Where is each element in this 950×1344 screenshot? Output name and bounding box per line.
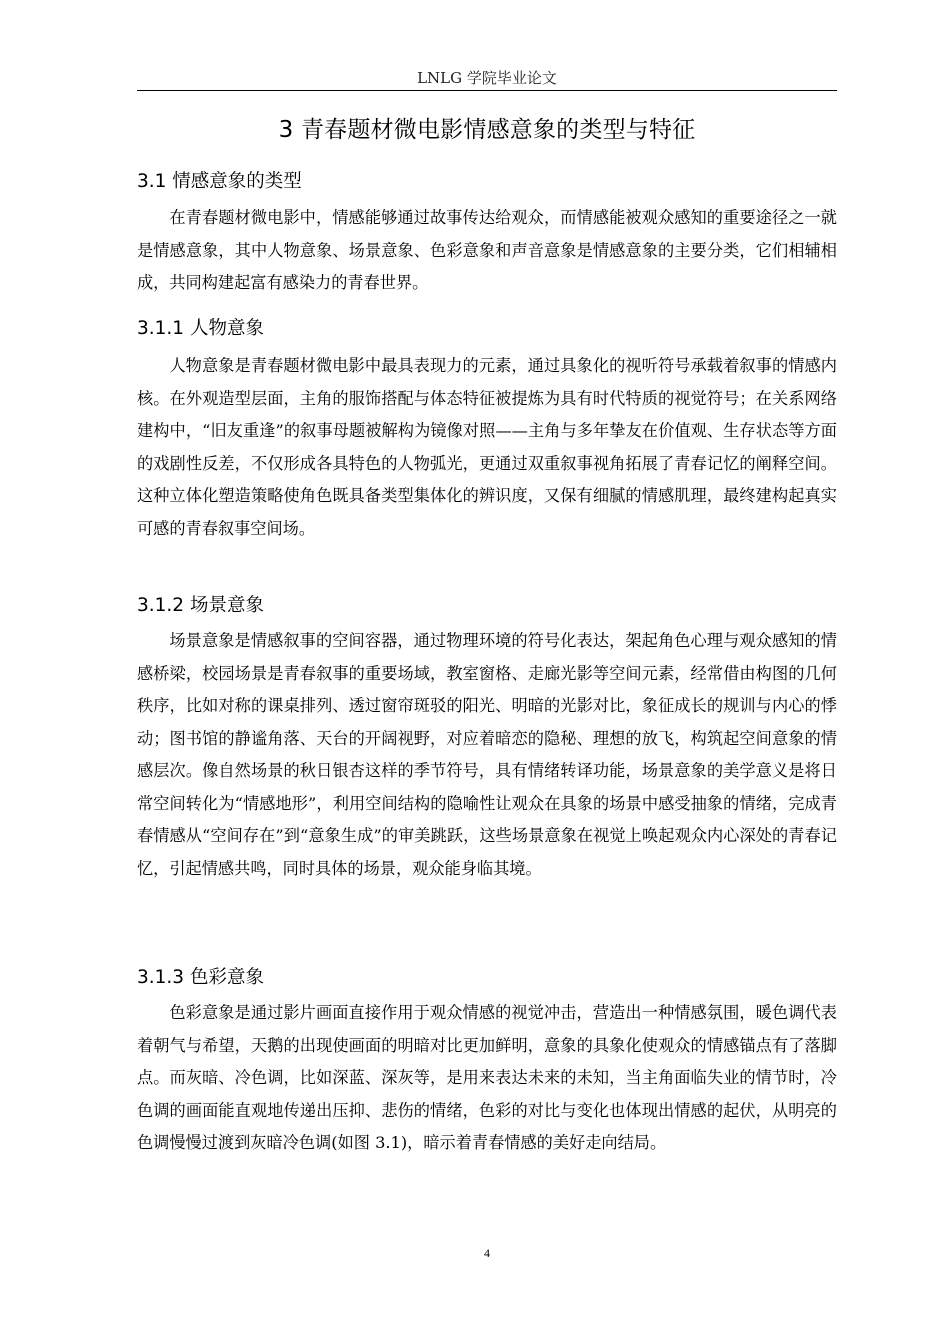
- section-heading-3-1-3: 3.1.3 色彩意象: [137, 967, 264, 988]
- header-rule: [137, 90, 837, 91]
- section-heading-3-1-2: 3.1.2 场景意象: [137, 595, 264, 616]
- running-header: LNLG 学院毕业论文: [417, 69, 557, 87]
- page-number: 4: [484, 1246, 490, 1260]
- section-heading-3-1-1: 3.1.1 人物意象: [137, 318, 264, 339]
- chapter-title: 3 青春题材微电影情感意象的类型与特征: [278, 117, 696, 143]
- paragraph-3-1: 在青春题材微电影中，情感能够通过故事传达给观众，而情感能被观众感知的重要途径之一就是情感意象，其中人物意象、场景意象、色彩意象和声音意象是情感意象的主要分类，它们相辅相成，共同构建起富有感染力的青春世界。: [137, 208, 837, 292]
- section-heading-3-1: 3.1 情感意象的类型: [137, 171, 302, 192]
- paragraph-3-1-2: 场景意象是情感叙事的空间容器，通过物理环境的符号化表达，架起角色心理与观众感知的情感桥梁，校园场景是青春叙事的重要场域，教室窗格、走廊光影等空间元素，经常借由构图的几何秩序，比如对称的课桌排列、透过窗帘斑驳的阳光、明暗的光影对比，象征成长的规训与内心的悸动；图书馆的静谧角落、天台的开阔视野，对应着暗恋的隐秘、理想的放飞，构筑起空间意象的情感层次。像自然场景的秋日银杏这样的季节符号，具有情绪转译功能，场景意象的美学意义是将日常空间转化为“情感地形”，利用空间结构的隐喻性让观众在具象的场景中感受抽象的情绪，完成青春情感从“空间存在”到“意象生成”的审美跳跃，这些场景意象在视觉上唤起观众内心深处的青春记忆，引起情感共鸣，同时具体的场景，观众能身临其境。: [137, 631, 837, 878]
- paragraph-3-1-3: 色彩意象是通过影片画面直接作用于观众情感的视觉冲击，营造出一种情感氛围，暖色调代表着朝气与希望，天鹅的出现使画面的明暗对比更加鲜明，意象的具象化使观众的情感锚点有了落脚点。而灰暗、冷色调，比如深蓝、深灰等，是用来表达未来的未知，当主角面临失业的情节时，冷色调的画面能直观地传递出压抑、悲伤的情绪，色彩的对比与变化也体现出情感的起伏，从明亮的色调慢慢过渡到灰暗冷色调(如图 3.1)，暗示着青春情感的美好走向结局。: [137, 1003, 837, 1152]
- paragraph-3-1-1: 人物意象是青春题材微电影中最具表现力的元素，通过具象化的视听符号承载着叙事的情感内核。在外观造型层面，主角的服饰搭配与体态特征被提炼为具有时代特质的视觉符号；在关系网络建构中，“旧友重逢”的叙事母题被解构为镜像对照——主角与多年挚友在价值观、生存状态等方面的戏剧性反差，不仅形成各具特色的人物弧光，更通过双重叙事视角拓展了青春记忆的阐释空间。这种立体化塑造策略使角色既具备类型集体化的辨识度，又保有细腻的情感肌理，最终建构起真实可感的青春叙事空间场。: [137, 356, 837, 538]
